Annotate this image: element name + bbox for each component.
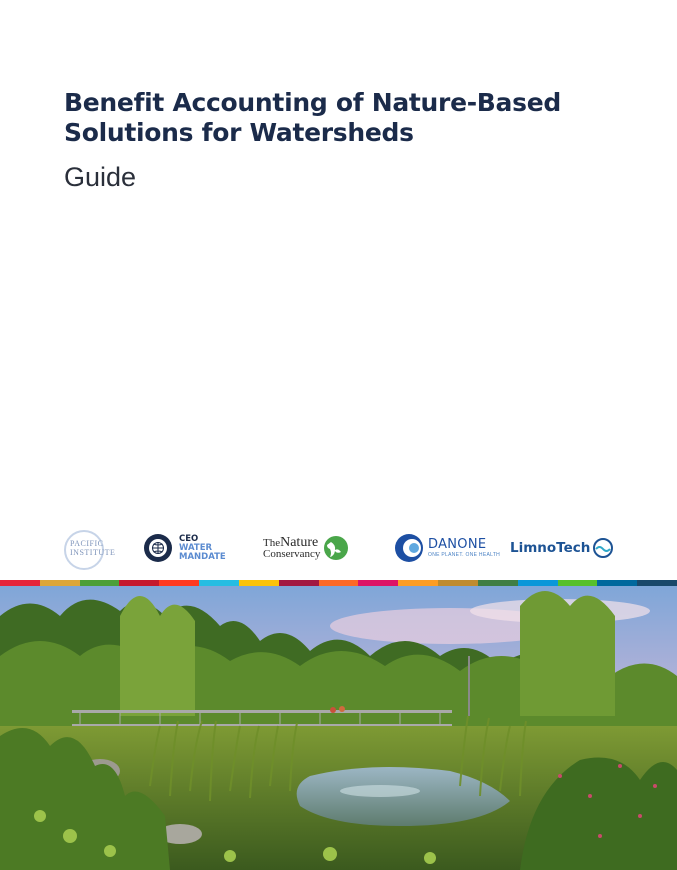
- pacific-institute-logo: [64, 525, 130, 571]
- ceo-water-mandate-line3: MANDATE: [179, 551, 226, 562]
- un-globe-icon: [143, 533, 173, 563]
- danone-tagline: ONE PLANET. ONE HEALTH: [428, 552, 501, 558]
- cover-photo: [0, 586, 677, 870]
- nature-conservancy-logo: [263, 525, 350, 571]
- limnotech-logo: [510, 525, 614, 571]
- danone-logo: [393, 525, 500, 571]
- document-subtitle: Guide: [64, 162, 137, 192]
- limnotech-name: LimnoTech: [510, 540, 591, 556]
- tnc-conservancy: Conservancy: [263, 547, 321, 560]
- ceo-water-mandate-line1: CEO: [179, 533, 199, 544]
- danone-swirl-icon: [393, 532, 425, 564]
- partner-logos: [0, 525, 677, 571]
- tnc-nature: Nature: [280, 534, 319, 550]
- pacific-institute-line2: INSTITUTE: [70, 548, 116, 557]
- document-title: Benefit Accounting of Nature-Based Solutions for Watersheds: [64, 88, 561, 147]
- limnotech-wave-icon: [592, 537, 614, 559]
- ceo-water-mandate-logo: [143, 525, 226, 571]
- pacific-institute-line1: PACIFIC: [70, 539, 104, 548]
- oak-leaf-globe-icon: [322, 534, 350, 562]
- ceo-water-mandate-line2: WATER: [179, 542, 213, 553]
- tnc-the: The: [263, 536, 281, 549]
- danone-name: DANONE: [428, 537, 487, 552]
